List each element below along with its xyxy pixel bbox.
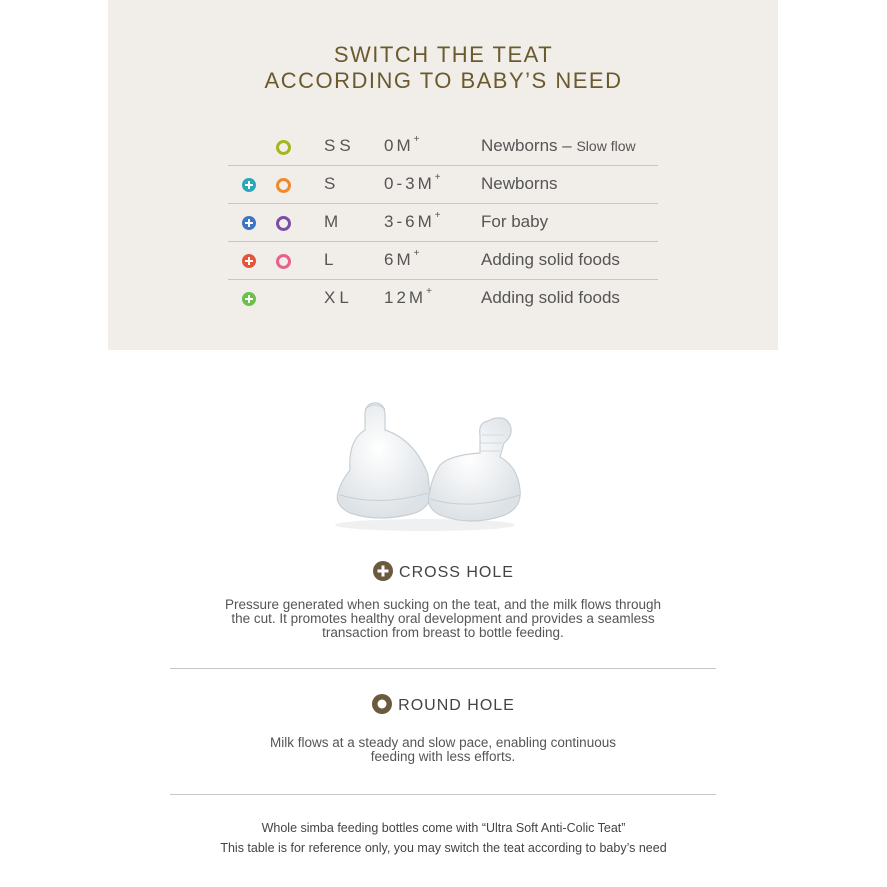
round-hole-icon: [276, 178, 291, 193]
round-hole-icon: [276, 254, 291, 269]
round-hole-icon: [372, 694, 392, 714]
teat-description: Adding solid foods: [481, 250, 620, 269]
round-hole-icon: [276, 216, 291, 231]
cross-hole-title: CROSS HOLE: [399, 564, 514, 582]
teat-age: 3-6M+: [384, 210, 441, 231]
teat-age: 0M+: [384, 134, 420, 155]
cross-hole-heading: [0, 563, 887, 583]
round-hole-description: Milk flows at a steady and slow pace, enabling continuous feeding with less efforts.: [270, 735, 616, 764]
footer-note: Whole simba feeding bottles come with “Ultra Soft Anti-Colic Teat” This table is for reference only, you may switch the teat according to baby’s need: [220, 821, 667, 855]
teat-size-table: [228, 128, 658, 317]
cross-hole-icon: [242, 292, 256, 306]
teat-age: 0-3M+: [384, 172, 441, 193]
page-title-line1: SWITCH THE TEAT: [333, 42, 554, 67]
teat-age: 12M+: [384, 286, 432, 307]
section-divider: [170, 794, 716, 795]
section-divider: [170, 668, 716, 669]
table-row: [228, 280, 658, 317]
cross-hole-icon: [242, 216, 256, 230]
cross-hole-icon: [242, 178, 256, 192]
table-row: [228, 128, 658, 166]
round-hole-icon: [276, 140, 291, 155]
teat-size: S: [324, 174, 340, 193]
teat-size: XL: [324, 288, 353, 307]
teat-age: 6M+: [384, 248, 420, 269]
cross-hole-description: Pressure generated when sucking on the teat, and the milk flows through the cut. It promotes healthy oral development and provides a seamless transaction from breast to bottle feeding.: [224, 597, 661, 640]
cross-hole-icon: [373, 561, 393, 581]
table-row: [228, 242, 658, 280]
round-hole-heading: [0, 696, 887, 716]
teats-product-image: [320, 395, 530, 535]
cross-hole-icon: [242, 254, 256, 268]
table-row: [228, 166, 658, 204]
teat-description: Adding solid foods: [481, 288, 620, 307]
teat-size: SS: [324, 136, 355, 155]
teat-size: M: [324, 212, 343, 231]
page-title-line2: ACCORDING TO BABY’S NEED: [264, 68, 623, 93]
teat-size: L: [324, 250, 338, 269]
round-hole-title: ROUND HOLE: [398, 697, 515, 715]
table-row: [228, 204, 658, 242]
teat-description: Newborns: [481, 174, 558, 193]
teat-description: For baby: [481, 212, 549, 231]
teat-description: Newborns – Slow flow: [481, 136, 636, 155]
